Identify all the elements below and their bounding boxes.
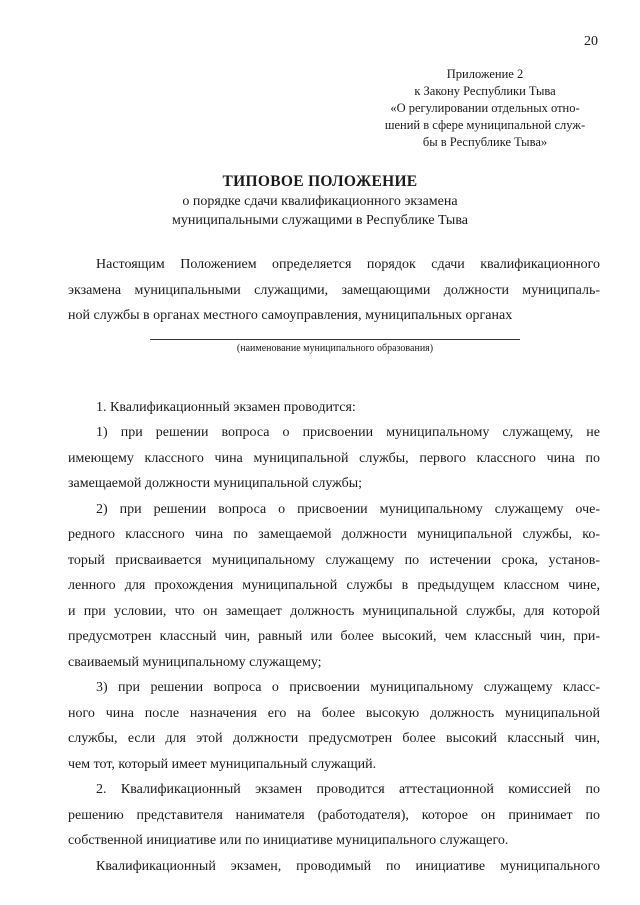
appendix-header — [370, 66, 600, 151]
text-line: имеющему классного чина муниципальной службы, первого классного чина по — [68, 450, 600, 466]
text-line: Настоящим Положением определяется порядок сдачи квалификационного — [96, 257, 600, 272]
text-line: и при условии, что он замещает должность муниципальной службы, для которой — [68, 603, 600, 619]
paragraph-1-1 — [68, 420, 600, 497]
title-main: ТИПОВОЕ ПОЛОЖЕНИЕ — [222, 173, 418, 190]
text-line: решению представителя нанимателя (работодателя), которое он принимает по — [68, 807, 600, 823]
text-line: замещаемой должности муниципальной службы; — [68, 476, 363, 491]
intro-paragraph — [68, 252, 600, 329]
appendix-line: Приложение 2 — [446, 67, 524, 81]
document-body — [68, 252, 600, 879]
text-line: экзамена муниципальными служащими, замещающими должности муниципаль- — [68, 282, 600, 298]
appendix-line: «О регулировании отдельных отно- — [390, 101, 580, 115]
appendix-line: бы в Республике Тыва» — [422, 135, 548, 149]
title-sub-line: муниципальными служащими в Республике Тыва — [172, 213, 468, 228]
text-line: ного чина после назначения его на более высокую должность муниципальной — [68, 705, 600, 721]
paragraph-2 — [68, 777, 600, 854]
text-line: службы, если для этой должности предусмотрен более высокий классный чин, — [68, 731, 600, 746]
document-title — [0, 172, 640, 230]
title-sub-line: о порядке сдачи квалификационного экзамена — [182, 194, 458, 209]
appendix-line: шений в сфере муниципальной служ- — [384, 118, 586, 132]
text-line: 2) при решении вопроса о присвоении муниципальному служащему оче- — [96, 501, 600, 517]
text-line: 1. Квалификационный экзамен проводится: — [96, 399, 356, 415]
paragraph-1 — [68, 395, 600, 421]
text-line: чем тот, который имеет муниципальный служащий. — [68, 756, 377, 772]
text-line: 1) при решении вопроса о присвоении муниципальному служащему, не — [96, 425, 600, 440]
appendix-line: к Закону Республики Тыва — [414, 84, 556, 98]
text-line: собственной инициативе или по инициативе муниципального служащего. — [68, 833, 509, 848]
text-line: Квалификационный экзамен, проводимый по инициативе муниципального — [96, 858, 600, 874]
blank-caption: (наименование муниципального образования) — [236, 342, 434, 354]
text-line: редного классного чина по замещаемой должности муниципальной службы, ко- — [68, 527, 600, 542]
paragraph-1-3 — [68, 675, 600, 777]
blank-underline — [150, 339, 520, 340]
text-line: предусмотрен классный чин, равный или более высокий, чем классный чин, при- — [68, 629, 600, 644]
text-line: торый присваивается муниципальному служащему по истечении срока, установ- — [68, 552, 600, 568]
text-line: сваиваемый муниципальному служащему; — [68, 654, 322, 670]
text-line: 3) при решении вопроса о присвоении муниципальному служащему класс- — [96, 680, 600, 695]
page-number: 20 — [584, 34, 598, 49]
paragraph-continued — [68, 854, 600, 880]
text-line: 2. Квалификационный экзамен проводится аттестационной комиссией по — [96, 782, 600, 797]
text-line: ленного для прохождения муниципальной службы в предыдущем классном чине, — [68, 578, 600, 593]
text-line: ной службы в органах местного самоуправления, муниципальных органах — [68, 308, 513, 323]
fill-in-blank — [68, 329, 600, 381]
paragraph-1-2 — [68, 497, 600, 676]
